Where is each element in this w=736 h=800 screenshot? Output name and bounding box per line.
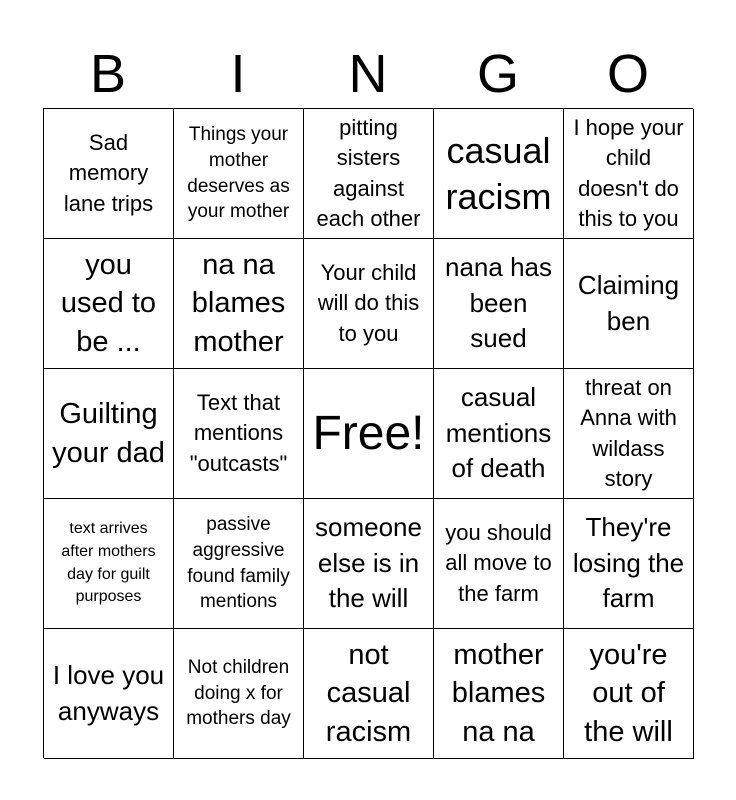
bingo-cell[interactable] [304, 109, 434, 239]
cell-label: na na blames mother [191, 248, 286, 358]
bingo-cell[interactable] [174, 109, 304, 239]
header-letter-g: G [476, 44, 519, 104]
bingo-cell[interactable] [44, 629, 174, 759]
bingo-cell[interactable] [564, 109, 694, 239]
bingo-cell[interactable] [434, 369, 564, 499]
bingo-cell[interactable] [304, 499, 434, 629]
header-letter-i: I [230, 44, 246, 104]
cell-label: Claiming ben [577, 270, 680, 336]
cell-label: casual racism [445, 129, 552, 217]
bingo-cell[interactable] [44, 239, 174, 369]
bingo-cell[interactable] [564, 499, 694, 629]
bingo-cell[interactable] [174, 499, 304, 629]
bingo-cell[interactable] [564, 239, 694, 369]
bingo-cell[interactable] [434, 629, 564, 759]
cell-label: passive aggressive found family mentions [187, 513, 290, 613]
cell-label: text arrives after mothers day for guilt purposes [61, 520, 156, 606]
cell-label: someone else is in the will [315, 512, 422, 614]
bingo-board [43, 108, 693, 758]
cell-label: Things your mother deserves as your mother [187, 123, 290, 223]
bingo-cell[interactable] [304, 239, 434, 369]
bingo-cell[interactable] [44, 499, 174, 629]
bingo-header [43, 40, 693, 108]
bingo-cell[interactable] [174, 369, 304, 499]
bingo-cell[interactable] [174, 239, 304, 369]
free-space[interactable] [304, 369, 434, 499]
bingo-cell[interactable] [434, 239, 564, 369]
cell-label: I hope your child doesn't do this to you [573, 114, 684, 231]
bingo-cell[interactable] [434, 109, 564, 239]
cell-label: you should all move to the farm [445, 519, 552, 606]
cell-label: Your child will do this to you [317, 259, 420, 346]
cell-label: Guilting your dad [52, 397, 165, 469]
bingo-cell[interactable] [434, 499, 564, 629]
header-letter-b: B [89, 44, 127, 104]
cell-label: Not children doing x for mothers day [186, 656, 291, 730]
cell-label: I love you anyways [52, 660, 165, 726]
free-space-label: Free! [312, 406, 425, 460]
bingo-cell[interactable] [44, 369, 174, 499]
bingo-cell[interactable] [44, 109, 174, 239]
cell-label: not casual racism [325, 638, 412, 748]
header-letter-n: N [348, 44, 388, 104]
cell-label: threat on Anna with wildass story [580, 374, 677, 491]
cell-label: nana has been sued [445, 252, 552, 354]
bingo-cell[interactable] [564, 629, 694, 759]
cell-label: casual mentions of death [445, 382, 552, 484]
header-letter-o: O [606, 44, 649, 104]
bingo-cell[interactable] [304, 629, 434, 759]
cell-label: Text that mentions "outcasts" [189, 389, 288, 476]
bingo-cell[interactable] [174, 629, 304, 759]
cell-label: They're losing the farm [572, 512, 685, 614]
bingo-cell[interactable] [564, 369, 694, 499]
cell-label: Sad memory lane trips [63, 129, 154, 216]
cell-label: you're out of the will [584, 638, 673, 748]
cell-label: mother blames na na [451, 638, 546, 748]
cell-label: pitting sisters against each other [316, 114, 421, 231]
cell-label: you used to be ... [60, 248, 157, 358]
